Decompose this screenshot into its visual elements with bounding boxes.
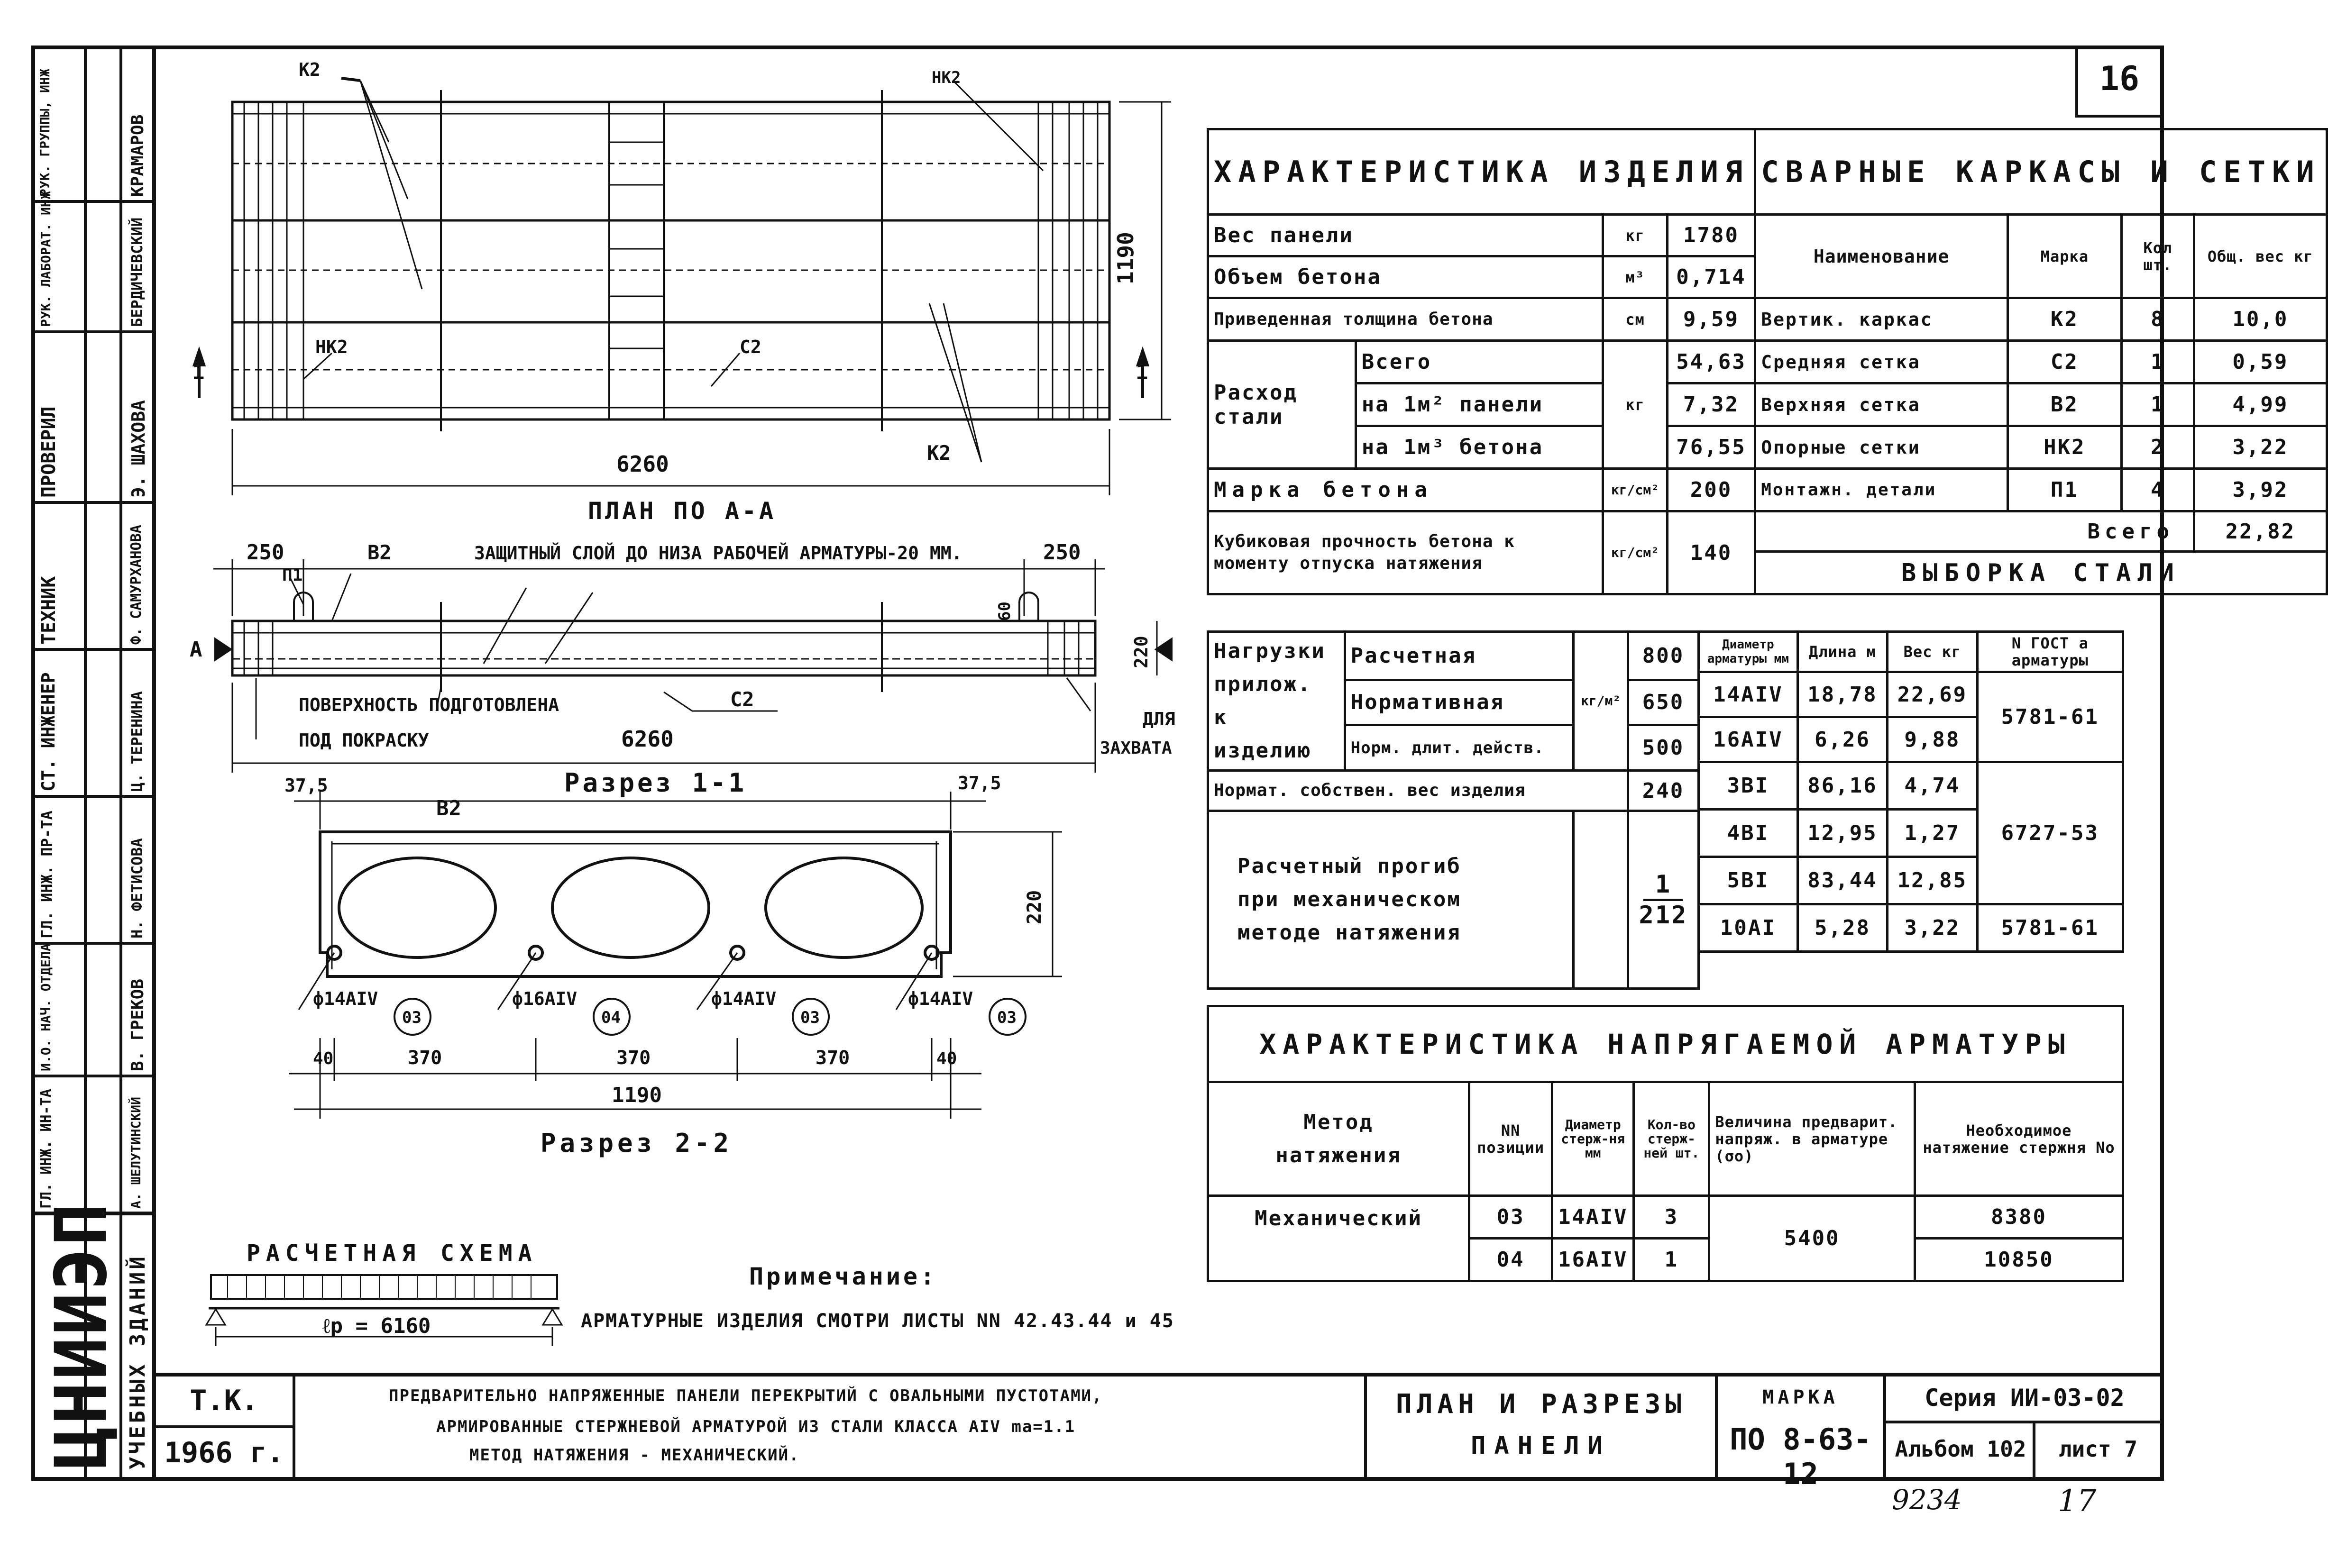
- stamp-role-3: ПРОВЕРИЛ: [38, 406, 60, 498]
- s22-dim-1: 40: [313, 1049, 334, 1068]
- prestress-method: Механический: [1208, 1196, 1469, 1281]
- loads-unit: кг/м²: [1574, 632, 1628, 771]
- stamp-org: ЦНИИЭП: [40, 1201, 123, 1469]
- char-weight-value: 1780: [1667, 215, 1755, 256]
- cages-total-label: Всего: [1755, 511, 2194, 552]
- s22-dim-right: 37,5: [958, 773, 1001, 793]
- cage-row-5-weight: 3,92: [2194, 469, 2327, 511]
- char-thickness-label: Приведенная толщина бетона: [1208, 298, 1603, 341]
- char-cube-label: Кубиковая прочность бетона к моменту отпуска натяжения: [1208, 511, 1603, 594]
- characteristics-title: ХАРАКТЕРИСТИКА ИЗДЕЛИЯ: [1208, 129, 1755, 215]
- s22-bar-4-pos: 03: [997, 1008, 1017, 1027]
- steel-h-dia: Диаметр арматуры мм: [1699, 632, 1798, 672]
- s11-surface-note-2: ПОД ПОКРАСКУ: [299, 730, 429, 751]
- steel-row-5-weight: 12,85: [1888, 857, 1977, 904]
- plan-section-mark-right: 1: [1136, 360, 1148, 384]
- steel-gost-3: 5781-61: [1977, 904, 2123, 952]
- steel-row-1-weight: 22,69: [1888, 672, 1977, 717]
- s22-dim-5: 40: [936, 1049, 957, 1068]
- cage-row-4-qty: 2: [2121, 426, 2194, 469]
- steel-selection-title: ВЫБОРКА СТАЛИ: [1755, 552, 2327, 594]
- tb-tk: Т.К.: [190, 1384, 258, 1417]
- deflection-num: 1: [1643, 870, 1683, 901]
- stamp-name-7: В. ГРЕКОВ: [128, 978, 147, 1071]
- stamp-role-1: РУК. ГРУППЫ, ИНЖ: [37, 69, 53, 197]
- cages-h-weight: Общ. вес кг: [2194, 215, 2327, 298]
- tb-desc-1: ПРЕДВАРИТЕЛЬНО НАПРЯЖЕННЫЕ ПАНЕЛИ ПЕРЕКРЫТИЙ С ОВАЛЬНЫМИ ПУСТОТАМИ,: [389, 1386, 1103, 1405]
- plan-label-k2-bottom: К2: [927, 441, 951, 465]
- plan-dim-width: 1190: [1113, 232, 1138, 284]
- s11-grip-1: ДЛЯ: [1143, 709, 1175, 729]
- char-volume-label: Объем бетона: [1208, 256, 1603, 298]
- cage-row-1-mark: К2: [2008, 298, 2122, 341]
- steel-row-6-dia: 10АI: [1699, 904, 1798, 952]
- cage-row-4-weight: 3,22: [2194, 426, 2327, 469]
- char-steel-label: Расход стали: [1208, 341, 1356, 469]
- s22-dim-2: 370: [408, 1047, 442, 1069]
- prestress-row-1-force: 8380: [1915, 1196, 2123, 1239]
- plan-title: ПЛАН ПО А-А: [588, 497, 777, 525]
- s22-bar-3-pos: 03: [800, 1008, 820, 1027]
- prestress-row-2-qty: 1: [1634, 1239, 1709, 1281]
- stamp-org-sub: УЧЕБНЫХ ЗДАНИЙ: [126, 1254, 150, 1469]
- char-steel-total-value: 54,63: [1667, 341, 1755, 383]
- prestress-title: ХАРАКТЕРИСТИКА НАПРЯГАЕМОЙ АРМАТУРЫ: [1208, 1006, 2123, 1082]
- steel-row-1-dia: 14АIV: [1699, 672, 1798, 717]
- characteristics-table: [1207, 128, 2328, 595]
- stamp-role-4: ТЕХНИК: [38, 576, 60, 645]
- cage-row-5-mark: П1: [2008, 469, 2122, 511]
- own-weight-value: 240: [1628, 771, 1699, 811]
- plan-label-c2: С2: [740, 337, 761, 357]
- cage-row-3-weight: 4,99: [2194, 383, 2327, 426]
- load-long-label: Норм. длит. действ.: [1345, 725, 1574, 771]
- s11-height: 220: [1131, 636, 1152, 668]
- deflection-den: 212: [1639, 901, 1688, 930]
- prestress-h-stress: Величина предварит. напряж. в арматуре (σо): [1709, 1082, 1915, 1196]
- cage-row-1-qty: 8: [2121, 298, 2194, 341]
- prestress-row-1-qty: 3: [1634, 1196, 1709, 1239]
- tb-desc-3: МЕТОД НАТЯЖЕНИЯ - МЕХАНИЧЕСКИЙ.: [469, 1446, 800, 1465]
- s22-dim-left: 37,5: [284, 775, 328, 796]
- char-grade-unit: кг/см²: [1603, 469, 1668, 511]
- plan-dim-length: 6260: [616, 451, 669, 477]
- plan-label-k2-top: К2: [299, 59, 321, 80]
- loads-label: Нагрузки прилож. к изделию: [1208, 632, 1345, 771]
- char-grade-value: 200: [1667, 469, 1755, 511]
- prestress-row-1-pos: 03: [1469, 1196, 1552, 1239]
- steel-row-3-dia: 3ВI: [1699, 762, 1798, 810]
- steel-row-5-len: 83,44: [1797, 857, 1887, 904]
- cage-row-5-qty: 4: [2121, 469, 2194, 511]
- s22-dim-3: 370: [616, 1047, 651, 1069]
- load-calc-value: 800: [1628, 632, 1699, 680]
- note-text: АРМАТУРНЫЕ ИЗДЕЛИЯ СМОТРИ ЛИСТЫ NN 42.43.44 и 45: [581, 1310, 1174, 1332]
- s11-label-c2: С2: [730, 688, 754, 711]
- stamp-name-4: Ф. САМУРХАНОВА: [128, 525, 145, 645]
- char-weight-unit: кг: [1603, 215, 1668, 256]
- char-steel-unit: кг: [1603, 341, 1668, 469]
- s22-width: 1190: [612, 1083, 662, 1107]
- s22-bar-2-pos: 04: [601, 1008, 621, 1027]
- cages-total-value: 22,82: [2194, 511, 2327, 552]
- stamp-name-3: Э. ШАХОВА: [128, 400, 149, 498]
- prestress-h-dia: Диаметр стерж-ня мм: [1552, 1082, 1633, 1196]
- char-steel-total-label: Всего: [1356, 341, 1603, 383]
- steel-h-gost: N ГОСТ а арматуры: [1977, 632, 2123, 672]
- tb-album: Альбом 102: [1895, 1436, 2026, 1462]
- s11-dim-left: 250: [247, 540, 284, 565]
- cage-row-4-name: Опорные сетки: [1755, 426, 2008, 469]
- handwritten-left: 9234: [1892, 1484, 1962, 1516]
- cage-row-4-mark: НК2: [2008, 426, 2122, 469]
- s11-label-p1: П1: [282, 565, 303, 585]
- s22-bar-3-dia: ф14АIV: [711, 988, 777, 1009]
- stamp-role-6: ГЛ. ИНЖ. ПР-ТА: [38, 811, 56, 939]
- stamp-role-5: СТ. ИНЖЕНЕР: [38, 672, 59, 792]
- steel-row-3-len: 86,16: [1797, 762, 1887, 810]
- plan-label-nk2: НК2: [315, 337, 348, 357]
- s11-grip-2: ЗАХВАТА: [1100, 738, 1172, 758]
- prestress-h-method: Метод натяжения: [1208, 1082, 1469, 1196]
- tb-desc-2: АРМИРОВАННЫЕ СТЕРЖНЕВОЙ АРМАТУРОЙ ИЗ СТАЛИ КЛАССА АIV mа=1.1: [436, 1417, 1076, 1436]
- char-thickness-value: 9,59: [1667, 298, 1755, 341]
- load-calc-label: Расчетная: [1345, 632, 1574, 680]
- s11-length: 6260: [621, 726, 674, 752]
- stamp-role-8: ГЛ. ИНЖ. ИН-ТА: [38, 1089, 55, 1209]
- stamp-name-2: БЕРДИЧЕВСКИЙ: [128, 217, 146, 327]
- steel-row-4-weight: 1,27: [1888, 810, 1977, 857]
- s11-section-mark: А: [190, 638, 202, 662]
- stamp-role-2: РУК. ЛАБОРАТ. ИНЖ: [38, 191, 54, 327]
- s11-dim-60: 60: [995, 602, 1014, 621]
- cage-row-3-qty: 1: [2121, 383, 2194, 426]
- tb-mark-label: МАРКА: [1762, 1386, 1839, 1408]
- steel-row-2-len: 6,26: [1797, 717, 1887, 762]
- steel-row-3-weight: 4,74: [1888, 762, 1977, 810]
- cage-row-1-name: Вертик. каркас: [1755, 298, 2008, 341]
- cage-row-2-qty: 1: [2121, 341, 2194, 383]
- steel-row-2-weight: 9,88: [1888, 717, 1977, 762]
- steel-row-4-len: 12,95: [1797, 810, 1887, 857]
- char-steel-m3-value: 76,55: [1667, 426, 1755, 469]
- cage-row-5-name: Монтажн. детали: [1755, 469, 2008, 511]
- char-volume-value: 0,714: [1667, 256, 1755, 298]
- steel-selection-table: [1697, 630, 2124, 953]
- s22-bar-1-dia: ф14АIV: [313, 988, 378, 1009]
- char-thickness-unit: см: [1603, 298, 1668, 341]
- cages-h-name: Наименование: [1755, 215, 2008, 298]
- s22-bar-4-dia: ф14АIV: [908, 988, 973, 1009]
- plan-section-mark-left: 1: [192, 360, 205, 384]
- char-steel-m2-label: на 1м² панели: [1356, 383, 1603, 426]
- cage-row-3-name: Верхняя сетка: [1755, 383, 2008, 426]
- prestress-stress: 5400: [1709, 1196, 1915, 1281]
- tb-sheet-title-2: ПАНЕЛИ: [1471, 1431, 1611, 1460]
- s11-label-b2: В2: [367, 541, 392, 564]
- load-norm-label: Нормативная: [1345, 680, 1574, 725]
- cage-row-2-weight: 0,59: [2194, 341, 2327, 383]
- s11-dim-right: 250: [1043, 540, 1081, 565]
- loads-table: [1207, 630, 1700, 990]
- steel-h-weight: Вес кг: [1888, 632, 1977, 672]
- steel-gost-1: 5781-61: [1977, 672, 2123, 762]
- s11-cover-note: ЗАЩИТНЫЙ СЛОЙ ДО НИЗА РАБОЧЕЙ АРМАТУРЫ-20 ММ.: [474, 543, 962, 564]
- scheme-span: ℓр = 6160: [322, 1314, 431, 1338]
- char-steel-m2-value: 7,32: [1667, 383, 1755, 426]
- steel-row-6-weight: 3,22: [1888, 904, 1977, 952]
- char-cube-value: 140: [1667, 511, 1755, 594]
- load-long-value: 500: [1628, 725, 1699, 771]
- cages-h-mark: Марка: [2008, 215, 2122, 298]
- char-cube-unit: кг/см²: [1603, 511, 1668, 594]
- steel-h-len: Длина м: [1797, 632, 1887, 672]
- prestress-h-qty: Кол-во стерж-ней шт.: [1634, 1082, 1709, 1196]
- steel-row-6-len: 5,28: [1797, 904, 1887, 952]
- prestress-h-force: Необходимое натяжение стержня No: [1915, 1082, 2123, 1196]
- tb-sheet: лист 7: [2058, 1436, 2138, 1462]
- scheme-title: РАСЧЕТНАЯ СХЕМА: [247, 1240, 538, 1267]
- cage-row-2-name: Средняя сетка: [1755, 341, 2008, 383]
- prestress-row-2-dia: 16АIV: [1552, 1239, 1633, 1281]
- prestress-table: [1207, 1005, 2124, 1282]
- cage-row-1-weight: 10,0: [2194, 298, 2327, 341]
- cage-row-3-mark: В2: [2008, 383, 2122, 426]
- steel-row-2-dia: 16АIV: [1699, 717, 1798, 762]
- s22-height: 220: [1024, 890, 1045, 924]
- stamp-name-5: Ц. ТЕРЕНИНА: [128, 691, 146, 792]
- steel-row-1-len: 18,78: [1797, 672, 1887, 717]
- cages-h-qty: Кол шт.: [2121, 215, 2194, 298]
- steel-gost-2: 6727-53: [1977, 762, 2123, 904]
- stamp-name-6: Н. ФЕТИСОВА: [128, 838, 146, 939]
- prestress-row-1-dia: 14АIV: [1552, 1196, 1633, 1239]
- tb-series: Серия ИИ-03-02: [1925, 1384, 2125, 1412]
- stamp-name-8: А. ШЕЛУТИНСКИЙ: [128, 1096, 144, 1209]
- char-volume-unit: м³: [1603, 256, 1668, 298]
- s22-bar-1-pos: 03: [402, 1008, 422, 1027]
- handwritten-right: 17: [2058, 1484, 2097, 1519]
- tb-sheet-title-1: ПЛАН И РАЗРЕЗЫ: [1395, 1389, 1686, 1420]
- s22-dim-4: 370: [816, 1047, 850, 1069]
- deflection-label: Расчетный прогиб при механическом методе натяжения: [1208, 811, 1574, 989]
- stamp-name-1: КРАМАРОВ: [128, 114, 147, 197]
- cages-title: СВАРНЫЕ КАРКАСЫ И СЕТКИ: [1755, 129, 2327, 215]
- tb-mark-value: ПО 8-63-12: [1730, 1422, 1871, 1491]
- char-grade-label: Марка бетона: [1208, 469, 1603, 511]
- steel-row-4-dia: 4ВI: [1699, 810, 1798, 857]
- note-title: Примечание:: [749, 1263, 938, 1290]
- s22-title: Разрез 2-2: [541, 1128, 733, 1158]
- s11-title: Разрез 1-1: [564, 768, 747, 798]
- tb-year: 1966 г.: [164, 1436, 284, 1469]
- s22-label-b2: В2: [436, 796, 461, 820]
- prestress-row-2-force: 10850: [1915, 1239, 2123, 1281]
- prestress-row-2-pos: 04: [1469, 1239, 1552, 1281]
- s22-bar-2-dia: ф16АIV: [512, 988, 577, 1009]
- load-norm-value: 650: [1628, 680, 1699, 725]
- char-steel-m3-label: на 1м³ бетона: [1356, 426, 1603, 469]
- cage-row-2-mark: С2: [2008, 341, 2122, 383]
- steel-row-5-dia: 5ВI: [1699, 857, 1798, 904]
- sheet-number: 16: [2099, 59, 2140, 98]
- stamp-role-7: И.О. НАЧ. ОТДЕЛА: [38, 943, 54, 1071]
- prestress-h-pos: NN позиции: [1469, 1082, 1552, 1196]
- plan-label-nk2-top: НК2: [932, 68, 961, 87]
- char-weight-label: Вес панели: [1208, 215, 1603, 256]
- s11-surface-note-1: ПОВЕРХНОСТЬ ПОДГОТОВЛЕНА: [299, 694, 559, 715]
- own-weight-label: Нормат. собствен. вес изделия: [1208, 771, 1628, 811]
